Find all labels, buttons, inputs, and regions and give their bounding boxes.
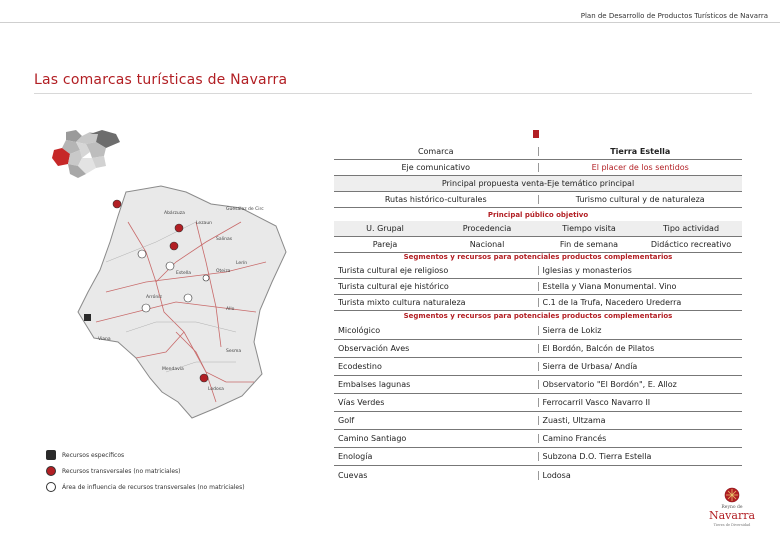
- publico-value: Didáctico recreativo: [650, 240, 732, 249]
- page-title: Las comarcas turísticas de Navarra: [34, 72, 288, 88]
- legend-label: Recursos específicos: [62, 451, 125, 459]
- eje-value: El placer de los sentidos: [591, 163, 689, 172]
- propuesta-title: Principal propuesta venta-Eje temático principal: [441, 179, 635, 188]
- complementarios-title: Segmentos y recursos para potenciales productos complementarios: [403, 311, 673, 320]
- marker-transversal: [113, 200, 121, 208]
- complementario-resource: Subzona D.O. Tierra Estella: [542, 452, 652, 461]
- town-label: Sesma: [226, 349, 242, 354]
- complementario-resource: Camino Francés: [542, 434, 607, 443]
- town-label: Salinas: [216, 237, 233, 242]
- segmento-name: Turista mixto cultura naturaleza: [334, 298, 539, 307]
- logo-line1: Reyno de: [721, 505, 743, 510]
- selected-comarca-marker: [533, 130, 539, 138]
- town-label: Lerín: [236, 261, 248, 266]
- comarca-overview-thumbnail: [46, 128, 126, 180]
- publico-title: Principal público objetivo: [487, 210, 589, 219]
- segmentos-title-row: [334, 250, 742, 263]
- title-divider: [34, 93, 752, 94]
- complementarios-title-row: [334, 309, 742, 322]
- complementario-name: Cuevas: [334, 471, 539, 480]
- document-header-title: Plan de Desarrollo de Productos Turísticos de Navarra: [580, 12, 768, 20]
- marker-area: [138, 250, 146, 258]
- publico-header: Procedencia: [462, 224, 512, 233]
- complementario-row: [334, 358, 742, 376]
- marker-area: [184, 294, 192, 302]
- publico-value: Fin de semana: [559, 240, 619, 249]
- complementario-resource: Ferrocarril Vasco Navarro II: [542, 398, 651, 407]
- complementario-row: [334, 340, 742, 358]
- comarca-map: [66, 182, 316, 432]
- complementario-row: [334, 466, 742, 484]
- complementario-name: Golf: [334, 416, 539, 425]
- town-label: Estella: [176, 271, 191, 276]
- town-label: Viana: [98, 337, 111, 342]
- propuesta-left: Rutas histórico-culturales: [334, 195, 539, 204]
- logo-line3: Tierra de Diversidad: [713, 523, 751, 527]
- comarca-row: [334, 144, 742, 160]
- legend-item-transversal: [46, 463, 245, 479]
- town-label: Guesálaz de Circ: [226, 207, 264, 212]
- town-label: Mendavia: [162, 367, 184, 372]
- publico-header-row: [334, 221, 742, 237]
- eje-row: [334, 160, 742, 176]
- publico-header: Tiempo visita: [562, 224, 616, 233]
- complementarios-table: [334, 309, 742, 484]
- specific-resource-icon: [46, 450, 56, 460]
- complementario-name: Observación Aves: [334, 344, 539, 353]
- header-divider: [0, 22, 780, 23]
- legend-item-specific: [46, 447, 245, 463]
- transversal-resource-icon: [46, 466, 56, 476]
- propuesta-title-row: [334, 176, 742, 192]
- complementario-resource: Zuasti, Ultzama: [542, 416, 606, 425]
- town-label: Arróniz: [146, 295, 162, 300]
- complementario-resource: Observatorio "El Bordón", E. Alloz: [542, 380, 677, 389]
- reyno-de-navarra-logo: [700, 486, 764, 532]
- complementario-name: Enología: [334, 452, 539, 461]
- publico-value: Pareja: [372, 240, 398, 249]
- complementario-resource: Sierra de Lokiz: [542, 326, 602, 335]
- segmento-resource: C.1 de la Trufa, Nacedero Urederra: [542, 298, 682, 307]
- segmentos-table: [334, 250, 742, 311]
- complementario-row: [334, 448, 742, 466]
- publico-title-row: [334, 208, 742, 221]
- segmentos-title: Segmentos y recursos para potenciales productos complementarios: [403, 252, 673, 261]
- town-label: Lezaun: [196, 221, 213, 226]
- town-label: Allo: [226, 307, 235, 312]
- town-label: Lodosa: [208, 387, 224, 392]
- complementario-name: Embalses lagunas: [334, 380, 539, 389]
- town-label: Oteiza: [216, 269, 231, 274]
- complementario-name: Micológico: [334, 326, 539, 335]
- complementario-row: [334, 412, 742, 430]
- segmento-resource: Iglesias y monasterios: [542, 266, 632, 275]
- marker-area: [203, 275, 209, 281]
- marker-area: [142, 304, 150, 312]
- legend-label: Área de influencia de recursos transversales (no matriciales): [62, 483, 245, 491]
- propuesta-right: Turismo cultural y de naturaleza: [575, 195, 705, 204]
- complementario-resource: Lodosa: [542, 470, 571, 480]
- complementario-resource: Sierra de Urbasa/ Andía: [542, 362, 638, 371]
- marker-specific: [84, 314, 91, 321]
- logo-line2: Navarra: [708, 509, 756, 522]
- summary-table: [334, 144, 742, 253]
- publico-value: Nacional: [469, 240, 505, 249]
- complementario-row: [334, 322, 742, 340]
- influence-area-icon: [46, 482, 56, 492]
- segmento-resource: Estella y Viana Monumental. Vino: [542, 282, 677, 291]
- comarca-value: Tierra Estella: [610, 147, 671, 156]
- segmento-name: Turista cultural eje histórico: [334, 282, 539, 291]
- map-legend: [46, 447, 245, 495]
- marker-area: [166, 262, 174, 270]
- complementario-name: Camino Santiago: [334, 434, 539, 443]
- comarca-outline: [78, 186, 286, 418]
- legend-item-area: [46, 479, 245, 495]
- comarca-label: Comarca: [334, 147, 539, 156]
- complementario-name: Ecodestino: [334, 362, 539, 371]
- marker-transversal: [200, 374, 208, 382]
- complementario-name: Vías Verdes: [334, 398, 539, 407]
- complementario-resource: El Bordón, Balcón de Pilatos: [542, 344, 655, 353]
- eje-label: Eje comunicativo: [334, 163, 539, 172]
- complementario-row: [334, 430, 742, 448]
- segmento-row: [334, 279, 742, 295]
- legend-label: Recursos transversales (no matriciales): [62, 467, 181, 475]
- complementario-row: [334, 376, 742, 394]
- complementario-row: [334, 394, 742, 412]
- publico-header: U. Grupal: [366, 224, 404, 233]
- town-label: Abárzuza: [164, 211, 185, 216]
- marker-transversal: [175, 224, 183, 232]
- marker-transversal: [170, 242, 178, 250]
- segmento-row: [334, 263, 742, 279]
- propuesta-values-row: [334, 192, 742, 208]
- segmento-name: Turista cultural eje religioso: [334, 266, 539, 275]
- publico-header: Tipo actividad: [662, 224, 720, 233]
